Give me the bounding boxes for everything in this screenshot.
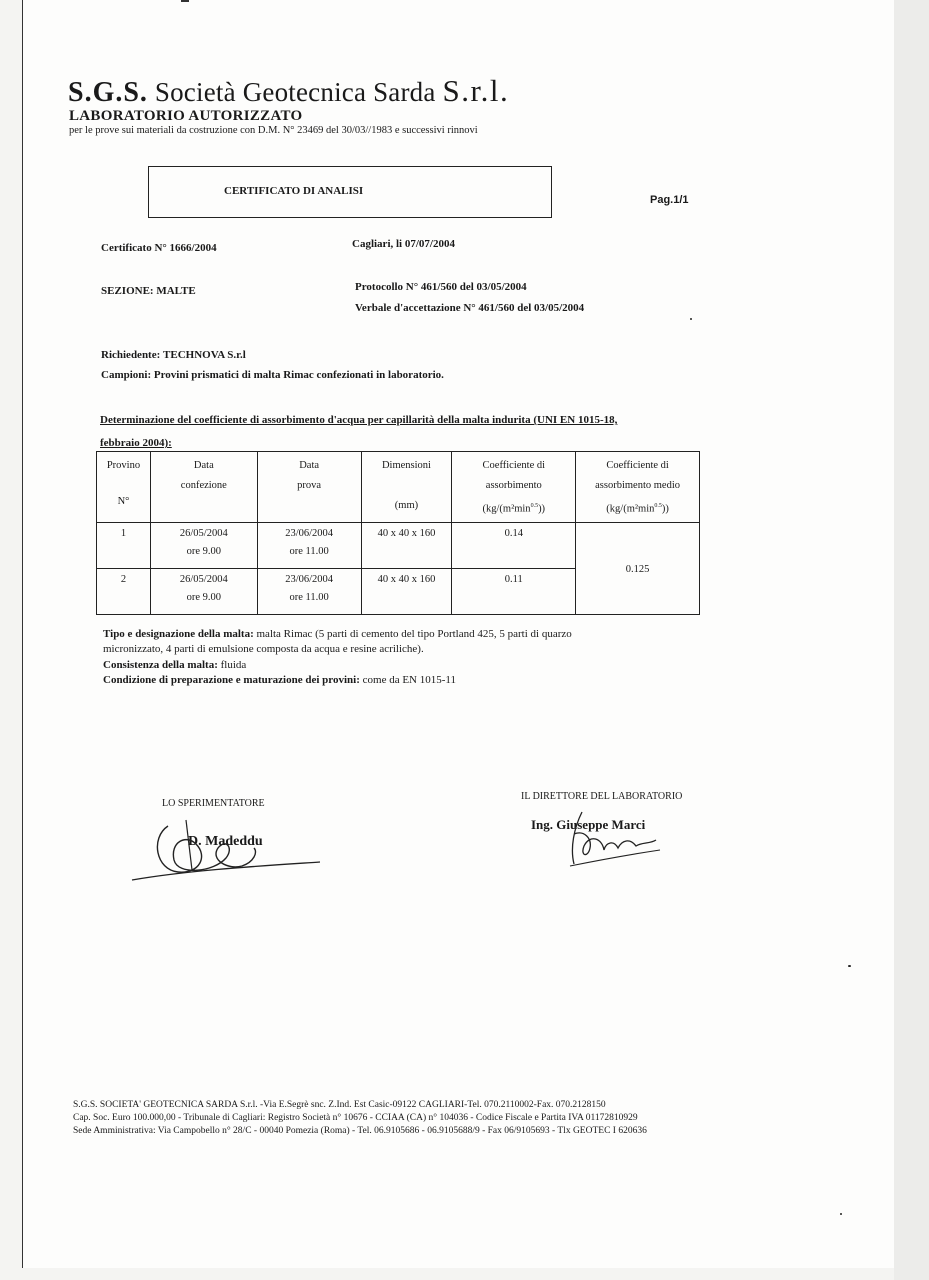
test-heading-line1: Determinazione del coefficiente di assorbimento d'acqua per capillarità della malta indurita (UNI EN 1015-18, [100, 414, 618, 426]
samples-value: Provini prismatici di malta Rimac confezionati in laboratorio. [153, 369, 444, 381]
tipo-line2: micronizzato, 4 parti di emulsione composta da acqua e resine acriliche). [103, 643, 424, 655]
verbale-number: Verbale d'accettazione N° 461/560 del 03/05/2004 [355, 302, 585, 314]
applicant-line [101, 349, 246, 361]
header-dimensioni-line2: (mm) [394, 500, 419, 511]
applicant-label: Richiedente: [101, 349, 161, 361]
header-provino-line2: N° [117, 496, 130, 507]
header-prova-line1: Data [299, 460, 320, 471]
condizione-line [103, 674, 456, 686]
test-heading-line2: febbraio 2004): [100, 437, 172, 449]
header-coefficiente-unit: $(kg/(m^2\min^{0.5}))$ [482, 503, 546, 515]
right-signature-scribble [560, 804, 680, 874]
samples-label: Campioni: [101, 369, 152, 381]
certificate-number: Certificato N° 1666/2004 [101, 242, 217, 254]
cell-coefficiente-medio: 0.125 [576, 523, 700, 615]
cell-dimensioni: 40 x 40 x 160 [361, 523, 452, 569]
cell-dimensioni: 40 x 40 x 160 [361, 569, 452, 615]
left-signature-scribble [130, 808, 330, 888]
scan-speck [848, 965, 851, 967]
cell-prova: 23/06/2004 ore 11.00 [257, 569, 361, 615]
samples-line [101, 369, 444, 381]
scan-mark [181, 0, 189, 2]
header-confezione-line1: Data [193, 460, 214, 471]
header-provino-line1: Provino [106, 460, 141, 471]
cell-confezione: 26/05/2004 ore 9.00 [150, 523, 257, 569]
header-provino [97, 452, 151, 523]
page-number: Pag.1/1 [650, 194, 689, 206]
right-signature-name: Ing. Giuseppe Marci [531, 817, 646, 832]
table-row [97, 523, 700, 569]
scan-edge [894, 0, 929, 1280]
footer-line2: Cap. Soc. Euro 100.000,00 - Tribunale di Cagliari: Registro Società n° 10676 - CCIAA (CA) n° 104036 - Codice Fiscale e Partita IVA 01172810929 [73, 1113, 638, 1123]
header-medio-line2: assorbimento medio [595, 480, 681, 491]
tipo-label: Tipo e designazione della malta: [103, 628, 254, 640]
footer-line3: Sede Amministrativa: Via Campobello n° 28/C - 00040 Pomezia (Roma) - Tel. 06.9105686 - 06.9105688/9 - Fax 06/9105693 - Tlx GEOTEC I 620636 [73, 1126, 647, 1136]
protocol-number: Protocollo N° 461/560 del 03/05/2004 [355, 281, 527, 293]
consistenza-line [103, 659, 246, 671]
left-signature-name: D. Madeddu [188, 834, 263, 849]
letterhead-sgs: S.G.S. [68, 77, 148, 108]
table-header-row [97, 452, 700, 523]
left-signature-title: LO SPERIMENTATORE [162, 798, 265, 809]
cell-provino: 1 [97, 523, 151, 569]
consistenza-value: fluida [220, 659, 247, 671]
right-signature-title: IL DIRETTORE DEL LABORATORIO [521, 791, 683, 802]
cell-coefficiente: 0.14 [452, 523, 576, 569]
header-confezione [150, 452, 257, 523]
section-label: SEZIONE: MALTE [101, 285, 196, 297]
condizione-label: Condizione di preparazione e maturazione dei provini: [103, 674, 360, 686]
header-dimensioni [361, 452, 452, 523]
certificate-title: CERTIFICATO DI ANALISI [224, 185, 364, 197]
header-prova [257, 452, 361, 523]
consistenza-label: Consistenza della malta: [103, 659, 218, 671]
tipo-value: malta Rimac (5 parti di cemento del tipo Portland 425, 5 parti di quarzo [256, 628, 572, 640]
header-medio-line1: Coefficiente di [606, 460, 669, 471]
cell-coefficiente: 0.11 [452, 569, 576, 615]
header-dimensioni-line1: Dimensioni [381, 460, 431, 471]
cell-provino: 2 [97, 569, 151, 615]
letterhead-lab: LABORATORIO AUTORIZZATO [69, 108, 303, 124]
header-prova-line2: prova [297, 480, 322, 491]
scan-speck [840, 1213, 842, 1215]
certificate-place-date: Cagliari, li 07/07/2004 [352, 238, 455, 250]
condizione-value: come da EN 1015-11 [362, 674, 456, 686]
letterhead-company: Società Geotecnica Sarda [154, 77, 436, 107]
header-medio [576, 452, 700, 523]
applicant-value: TECHNOVA S.r.l [163, 349, 246, 361]
tipo-line1 [103, 628, 572, 640]
header-coefficiente-line1: Coefficiente di [482, 460, 546, 471]
header-coefficiente [452, 452, 576, 523]
letterhead-note: per le prove sui materiali da costruzione con D.M. N° 23469 del 30/03//1983 e successivi rinnovi [69, 125, 478, 136]
scan-speck [690, 318, 692, 320]
cell-prova: 23/06/2004 ore 11.00 [257, 523, 361, 569]
header-confezione-line2: confezione [180, 480, 227, 491]
header-coefficiente-line2: assorbimento [485, 480, 542, 491]
header-medio-unit: $(kg/(m^2\min^{0.5}))$ [606, 503, 669, 515]
results-table [96, 451, 700, 615]
cell-confezione: 26/05/2004 ore 9.00 [150, 569, 257, 615]
letterhead-title [68, 73, 509, 109]
letterhead-srl: S.r.l. [442, 73, 510, 108]
footer-line1: S.G.S. SOCIETA' GEOTECNICA SARDA S.r.l. -Via E.Segrè snc. Z.Ind. Est Casic-09122 CAGLIARI-Tel. 070.2110002-Fax. 070.2128150 [73, 1100, 606, 1110]
